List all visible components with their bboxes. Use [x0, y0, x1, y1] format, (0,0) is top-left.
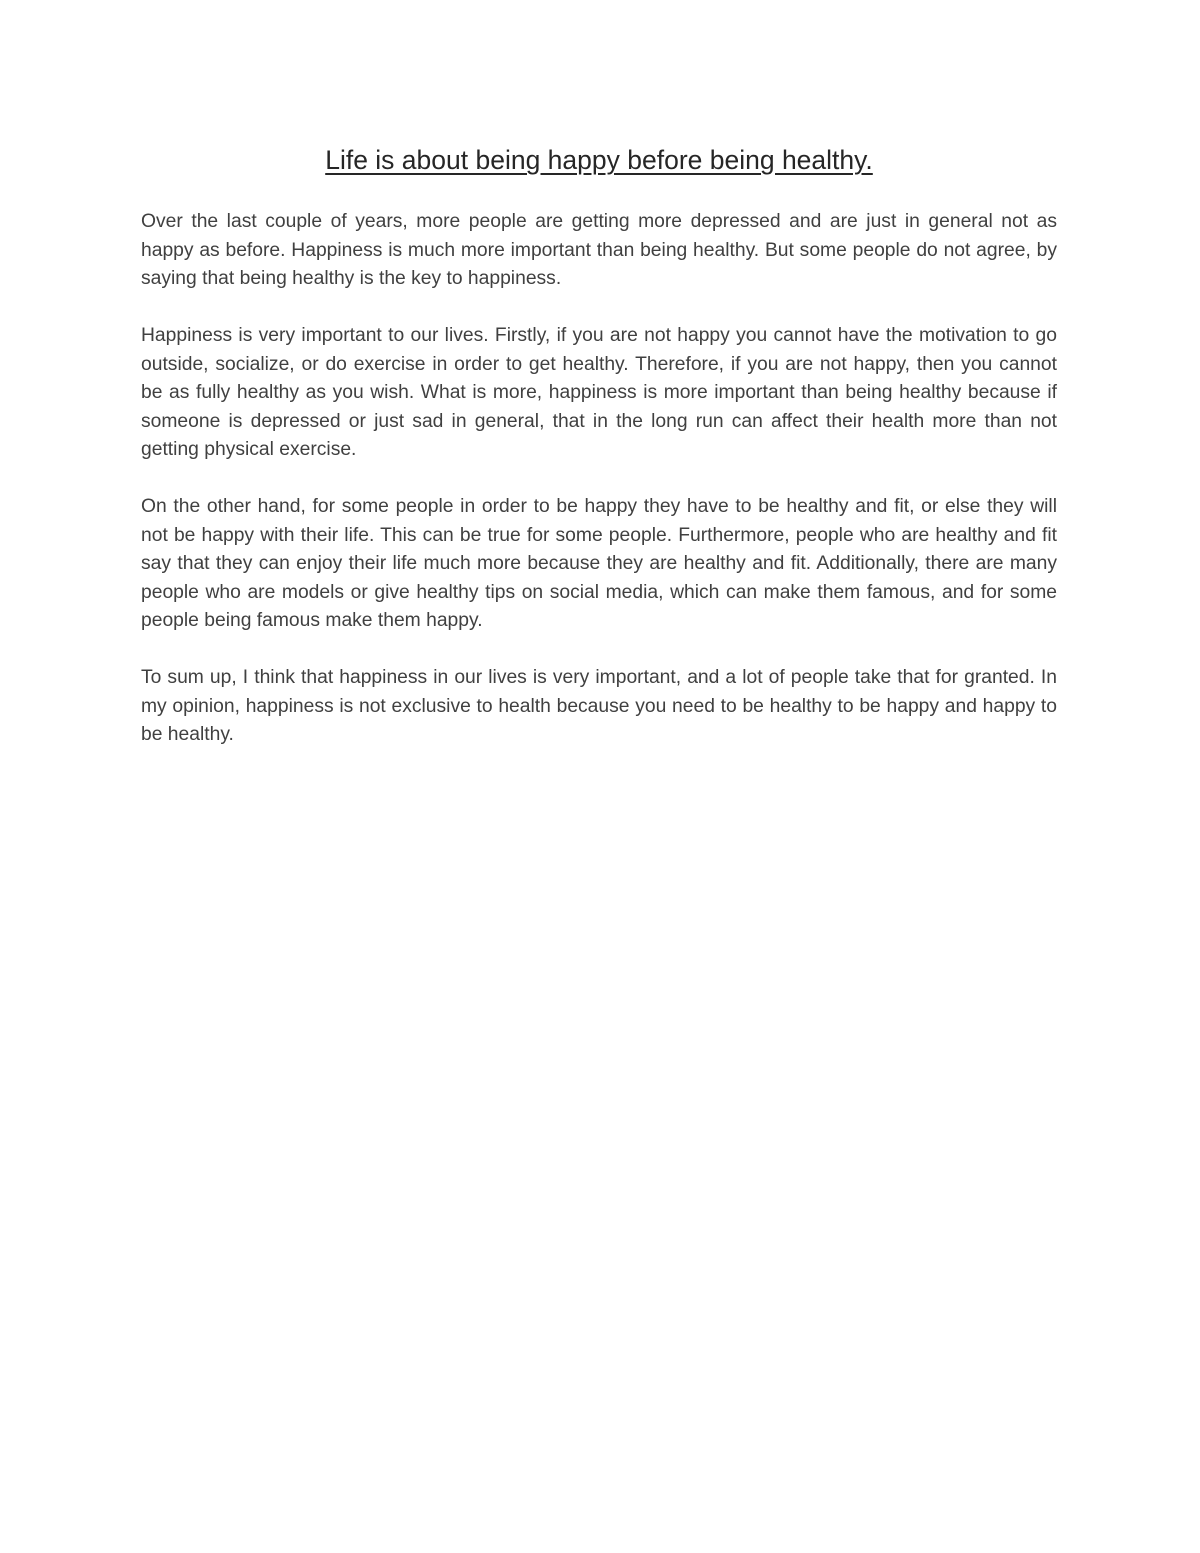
paragraph-happiness-importance: Happiness is very important to our lives. Firstly, if you are not happy you cannot have the motivation to go outside, socialize, or do exercise in order to get healthy. Therefore, if you are not happy, then you cannot be as fully healthy as you wish. What is more, happiness is more important than being healthy because if someone is depressed or just sad in general, that in the long run can affect their health more than not getting physical exercise.	[141, 325, 1057, 460]
paragraph-counterargument: On the other hand, for some people in order to be happy they have to be healthy and fit, or else they will not be happy with their life. This can be true for some people. Furthermore, people who are healthy and fit say that they can enjoy their life much more because they are healthy and fit. Additionally, there are many people who are models or give healthy tips on social media, which can make them famous, and for some people being famous make them happy.	[141, 496, 1057, 631]
paragraph-conclusion: To sum up, I think that happiness in our lives is very important, and a lot of people take that for granted. In my opinion, happiness is not exclusive to health because you need to be healthy to be happy and happy to be healthy.	[141, 667, 1057, 745]
document-body	[141, 140, 1057, 750]
document-title: Life is about being happy before being healthy.	[325, 145, 873, 175]
paragraph-intro: Over the last couple of years, more people are getting more depressed and are just in general not as happy as before. Happiness is much more important than being healthy. But some people do not agree, by saying that being healthy is the key to happiness.	[141, 211, 1057, 289]
